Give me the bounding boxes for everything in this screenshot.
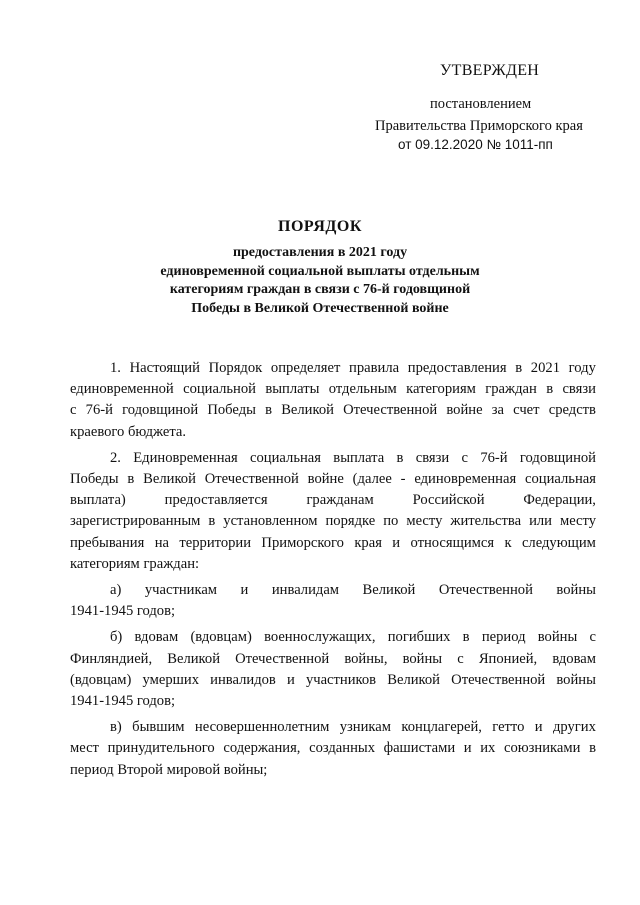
word: в) — [110, 719, 122, 736]
text-line — [70, 400, 596, 421]
text-line — [70, 627, 596, 648]
document-subtitle — [0, 244, 640, 318]
text-line — [70, 448, 596, 469]
word: вдовам — [552, 650, 596, 667]
word: относящимся — [410, 534, 495, 551]
word: с — [457, 650, 464, 667]
word: с — [589, 629, 596, 646]
text-line — [70, 379, 596, 400]
word: гетто — [492, 719, 525, 736]
text-line — [70, 717, 596, 738]
approval-by-label: постановлением — [430, 96, 532, 112]
word: месту — [559, 513, 596, 530]
subtitle-line: единовременной социальной выплаты отдельным — [160, 263, 480, 279]
word: созданных — [309, 740, 375, 757]
word: Великой — [362, 582, 416, 599]
text-line: период Второй мировой войны; — [70, 761, 268, 778]
text-line — [70, 358, 596, 379]
word: б) — [110, 629, 123, 646]
word: Единовременная — [133, 449, 238, 466]
word: бывшим — [132, 719, 185, 736]
word: по — [383, 513, 399, 530]
word: содержания, — [223, 740, 301, 757]
document-title: ПОРЯДОК — [278, 218, 362, 235]
word: Великой — [167, 650, 221, 667]
word: с — [70, 402, 77, 419]
word: Отечественной — [451, 671, 546, 688]
word: в — [396, 449, 404, 466]
text-line — [70, 738, 596, 759]
word: в — [462, 629, 470, 646]
word: предоставления — [407, 360, 507, 376]
item-b — [70, 627, 596, 712]
word: 76-й — [85, 402, 113, 419]
word: пребывания — [70, 534, 145, 551]
word: счет — [513, 402, 540, 419]
approval-authority: Правительства Приморского края — [375, 118, 583, 134]
word: к — [504, 534, 512, 551]
word: зарегистрированным — [70, 513, 201, 530]
approval-date-number: от 09.12.2020 № 1011-пп — [398, 137, 553, 152]
word: в — [127, 471, 135, 488]
word: предоставляется — [164, 492, 268, 509]
word: в — [265, 402, 273, 419]
word: отдельным — [328, 381, 397, 398]
document-body — [70, 358, 596, 781]
word: других — [552, 719, 596, 736]
word: территории — [179, 534, 252, 551]
item-a — [70, 580, 596, 622]
word: за — [491, 402, 504, 419]
word: их — [480, 740, 496, 757]
word: Отечественной — [204, 471, 299, 488]
word: - — [400, 471, 406, 488]
text-line — [70, 469, 596, 490]
word: период — [481, 629, 526, 646]
word: войны — [556, 582, 596, 599]
word: социальной — [183, 381, 256, 398]
word: фашистами — [383, 740, 456, 757]
word: на — [154, 534, 169, 551]
word: жительства — [450, 513, 522, 530]
word: концлагерей, — [401, 719, 482, 736]
word: с — [461, 449, 469, 466]
word: и — [286, 671, 295, 688]
word: несовершеннолетним — [194, 719, 330, 736]
paragraph-1 — [70, 358, 596, 443]
word: единовременной — [70, 381, 174, 398]
word: (вдовцам) — [190, 629, 252, 646]
word: 2021 — [530, 360, 560, 376]
text-line — [70, 649, 596, 670]
word: установленном — [223, 513, 318, 530]
word: Японией, — [478, 650, 538, 667]
word: Федерации, — [523, 492, 596, 509]
word: и — [392, 534, 401, 551]
word: в — [515, 360, 523, 376]
word: войны, — [344, 650, 388, 667]
subtitle-line: категориям граждан в связи с 76-й годовщиной — [169, 282, 471, 297]
word: войны — [402, 650, 443, 667]
word: выплата — [333, 449, 385, 466]
word: или — [529, 513, 552, 530]
word: узникам — [339, 719, 391, 736]
approved-heading: УТВЕРЖДЕН — [440, 62, 540, 79]
word: и — [240, 582, 249, 599]
word: социальная — [250, 449, 321, 466]
word: инвалидам — [271, 582, 340, 599]
word: мест — [70, 740, 99, 757]
word: военнослужащих, — [264, 629, 376, 646]
word: Победы — [70, 471, 119, 488]
word: и — [534, 719, 543, 736]
word: а) — [110, 582, 122, 599]
word: в — [208, 513, 216, 530]
word: месту — [406, 513, 443, 530]
word: порядке — [325, 513, 376, 530]
text-line: 1941-1945 годов; — [70, 693, 176, 710]
word: в — [546, 381, 554, 398]
word: принудительного — [107, 740, 215, 757]
word: Отечественной — [235, 650, 330, 667]
word: выплата) — [70, 492, 126, 509]
item-c — [70, 717, 596, 781]
word: погибших — [387, 629, 451, 646]
word: войне — [307, 471, 344, 488]
word: участников — [305, 671, 377, 688]
word: Великой — [281, 402, 334, 419]
word: Финляндией, — [70, 650, 153, 667]
word: Отечественной — [438, 582, 533, 599]
text-line — [70, 580, 596, 601]
text-line — [70, 511, 596, 532]
word: войны — [556, 671, 596, 688]
word: вдовам — [134, 629, 179, 646]
word: определяет — [270, 360, 341, 376]
word: и — [463, 740, 472, 757]
word: Великой — [143, 471, 196, 488]
text-line: 1941-1945 годов; — [70, 603, 176, 620]
word: умерших — [142, 671, 200, 688]
word: Настоящий — [129, 360, 200, 376]
text-line — [70, 490, 596, 511]
text-line: краевого бюджета. — [70, 423, 187, 440]
word: годовщиной — [519, 449, 596, 466]
word: единовременная — [414, 471, 517, 488]
text-line — [70, 533, 596, 554]
word: выплаты — [265, 381, 320, 398]
word: участникам — [144, 582, 218, 599]
word: Победы — [207, 402, 256, 419]
paragraph-2 — [70, 448, 596, 575]
word: Приморского — [261, 534, 344, 551]
text-line: категориям граждан: — [70, 555, 200, 572]
word: союзниками — [503, 740, 581, 757]
word: войне — [446, 402, 483, 419]
word: 2. — [110, 449, 121, 466]
word: в — [589, 740, 596, 757]
word: категориям — [406, 381, 476, 398]
subtitle-line: предоставления в 2021 году — [232, 245, 408, 260]
word: Порядок — [208, 360, 263, 376]
word: гражданам — [306, 492, 374, 509]
word: связи — [415, 449, 450, 466]
word: следующим — [521, 534, 596, 551]
word: правила — [349, 360, 400, 376]
word: (вдовцам) — [70, 671, 132, 688]
word: годовщиной — [122, 402, 199, 419]
word: средств — [548, 402, 596, 419]
word: края — [354, 534, 382, 551]
word: инвалидов — [210, 671, 276, 688]
word: связи — [562, 381, 596, 398]
word: Российской — [412, 492, 485, 509]
word: граждан — [485, 381, 537, 398]
text-line — [70, 670, 596, 691]
word: (далее — [352, 471, 392, 488]
word: войны — [537, 629, 578, 646]
word: социальная — [525, 471, 596, 488]
word: 76-й — [480, 449, 508, 466]
word: году — [568, 360, 596, 376]
word: Отечественной — [343, 402, 438, 419]
word: Великой — [387, 671, 440, 688]
word: 1. — [110, 360, 121, 376]
subtitle-line: Победы в Великой Отечественной войне — [191, 300, 449, 316]
